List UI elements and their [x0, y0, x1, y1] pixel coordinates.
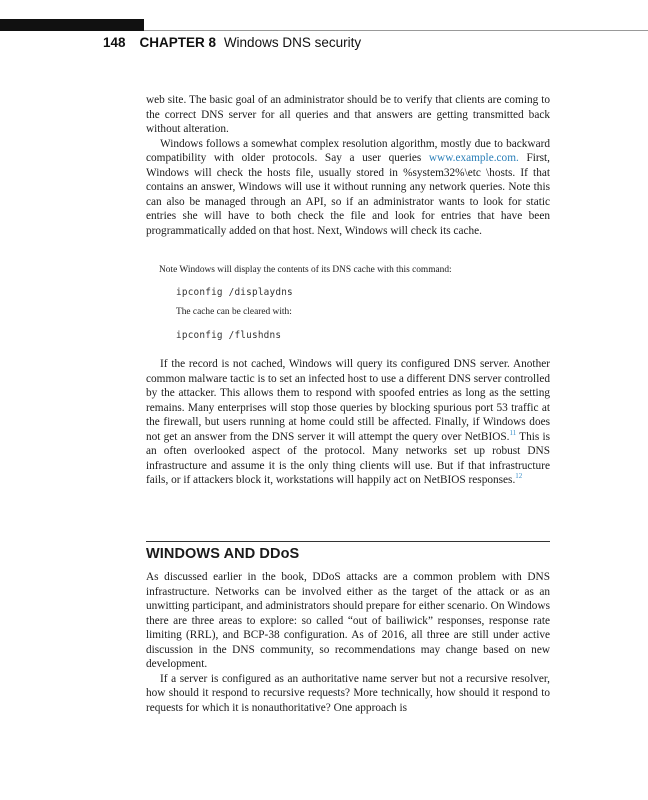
section-title: WINDOWS AND DDoS	[146, 546, 300, 562]
paragraph-3-text-a: If the record is not cached, Windows will query its configured DNS server. Another common malware tactic is to set an infected host to use a different DNS server controlled by the attacker. This allows them to respond with spoofed entries as long as the setting remains. Many enterprises will stop those queries by blocking spurious port 53 traffic at the firewall, but users running at home could still be affected. Finally, if Windows does not get an answer from the DNS server it will attempt the query over NetBIOS.	[146, 358, 550, 443]
footnote-ref-12[interactable]: 12	[515, 472, 523, 480]
note-text: Note Windows will display the contents of its DNS cache with this command:	[159, 265, 452, 275]
body-column-middle	[146, 357, 550, 488]
chapter-label: CHAPTER 8	[139, 35, 217, 50]
footnote-ref-11[interactable]: 11	[509, 428, 517, 437]
example-link[interactable]: www.example.com.	[428, 152, 519, 164]
header-bar	[0, 19, 144, 31]
chapter-title: Windows DNS security	[223, 35, 362, 50]
body-column-top	[146, 93, 550, 238]
paragraph-2	[146, 137, 550, 239]
paragraph-2-text-a: Windows follows a somewhat complex resolution algorithm, mostly due to backward compatibility with older protocols. Say a user queries	[146, 137, 550, 164]
running-header	[103, 35, 361, 50]
code-flushdns: ipconfig /flushdns	[176, 330, 282, 341]
paragraph-3	[146, 357, 550, 488]
paragraph-3-text-b: This is an often overlooked aspect of the protocol. Many networks set up robust DNS infrastructure and assume it is the only thing clients will use. But if that infrastructure fails, or if attackers block it, workstations will happily act on NetBIOS responses.	[146, 430, 550, 486]
section-paragraph-1: As discussed earlier in the book, DDoS attacks are a common problem with DNS infrastructure. Networks can be involved either as the target of the attack or as an unwitting participant, and administrators should prepare for either scenario. On Windows there are three areas to explore: so called “out of bailiwick” responses, response rate limiting (RRL), and BCP-38 configuration. As of 2016, all three are still under active discussion in the DNS community, so recommendations may change based on new development.	[146, 571, 550, 670]
body-column-bottom	[146, 570, 550, 715]
page-number: 148	[103, 35, 126, 50]
paragraph-2-text-b: First, Windows will check the hosts file, usually stored in %system32%\etc \hosts. If that contains an answer, Windows will use it without running any network queries. Note this can also be managed through an API, so if an administrator wants to look for static entries she will have to both check the file and look for entries that have been programmatically added on that host. Next, Windows will check its cache.	[146, 152, 550, 237]
section-rule	[146, 541, 550, 542]
paragraph-1: web site. The basic goal of an administrator should be to verify that clients are coming to the correct DNS server for all queries and that answers are getting transmitted back without alteration.	[146, 94, 550, 135]
section-paragraph-2: If a server is configured as an authoritative name server but not a recursive resolver, how should it respond to recursive requests? More technically, how should it respond to requests for which it is nonauthoritative? One approach is	[146, 672, 550, 714]
header-rule	[144, 30, 648, 31]
code-displaydns: ipconfig /displaydns	[176, 287, 293, 298]
note-cache-text: The cache can be cleared with:	[176, 307, 292, 317]
